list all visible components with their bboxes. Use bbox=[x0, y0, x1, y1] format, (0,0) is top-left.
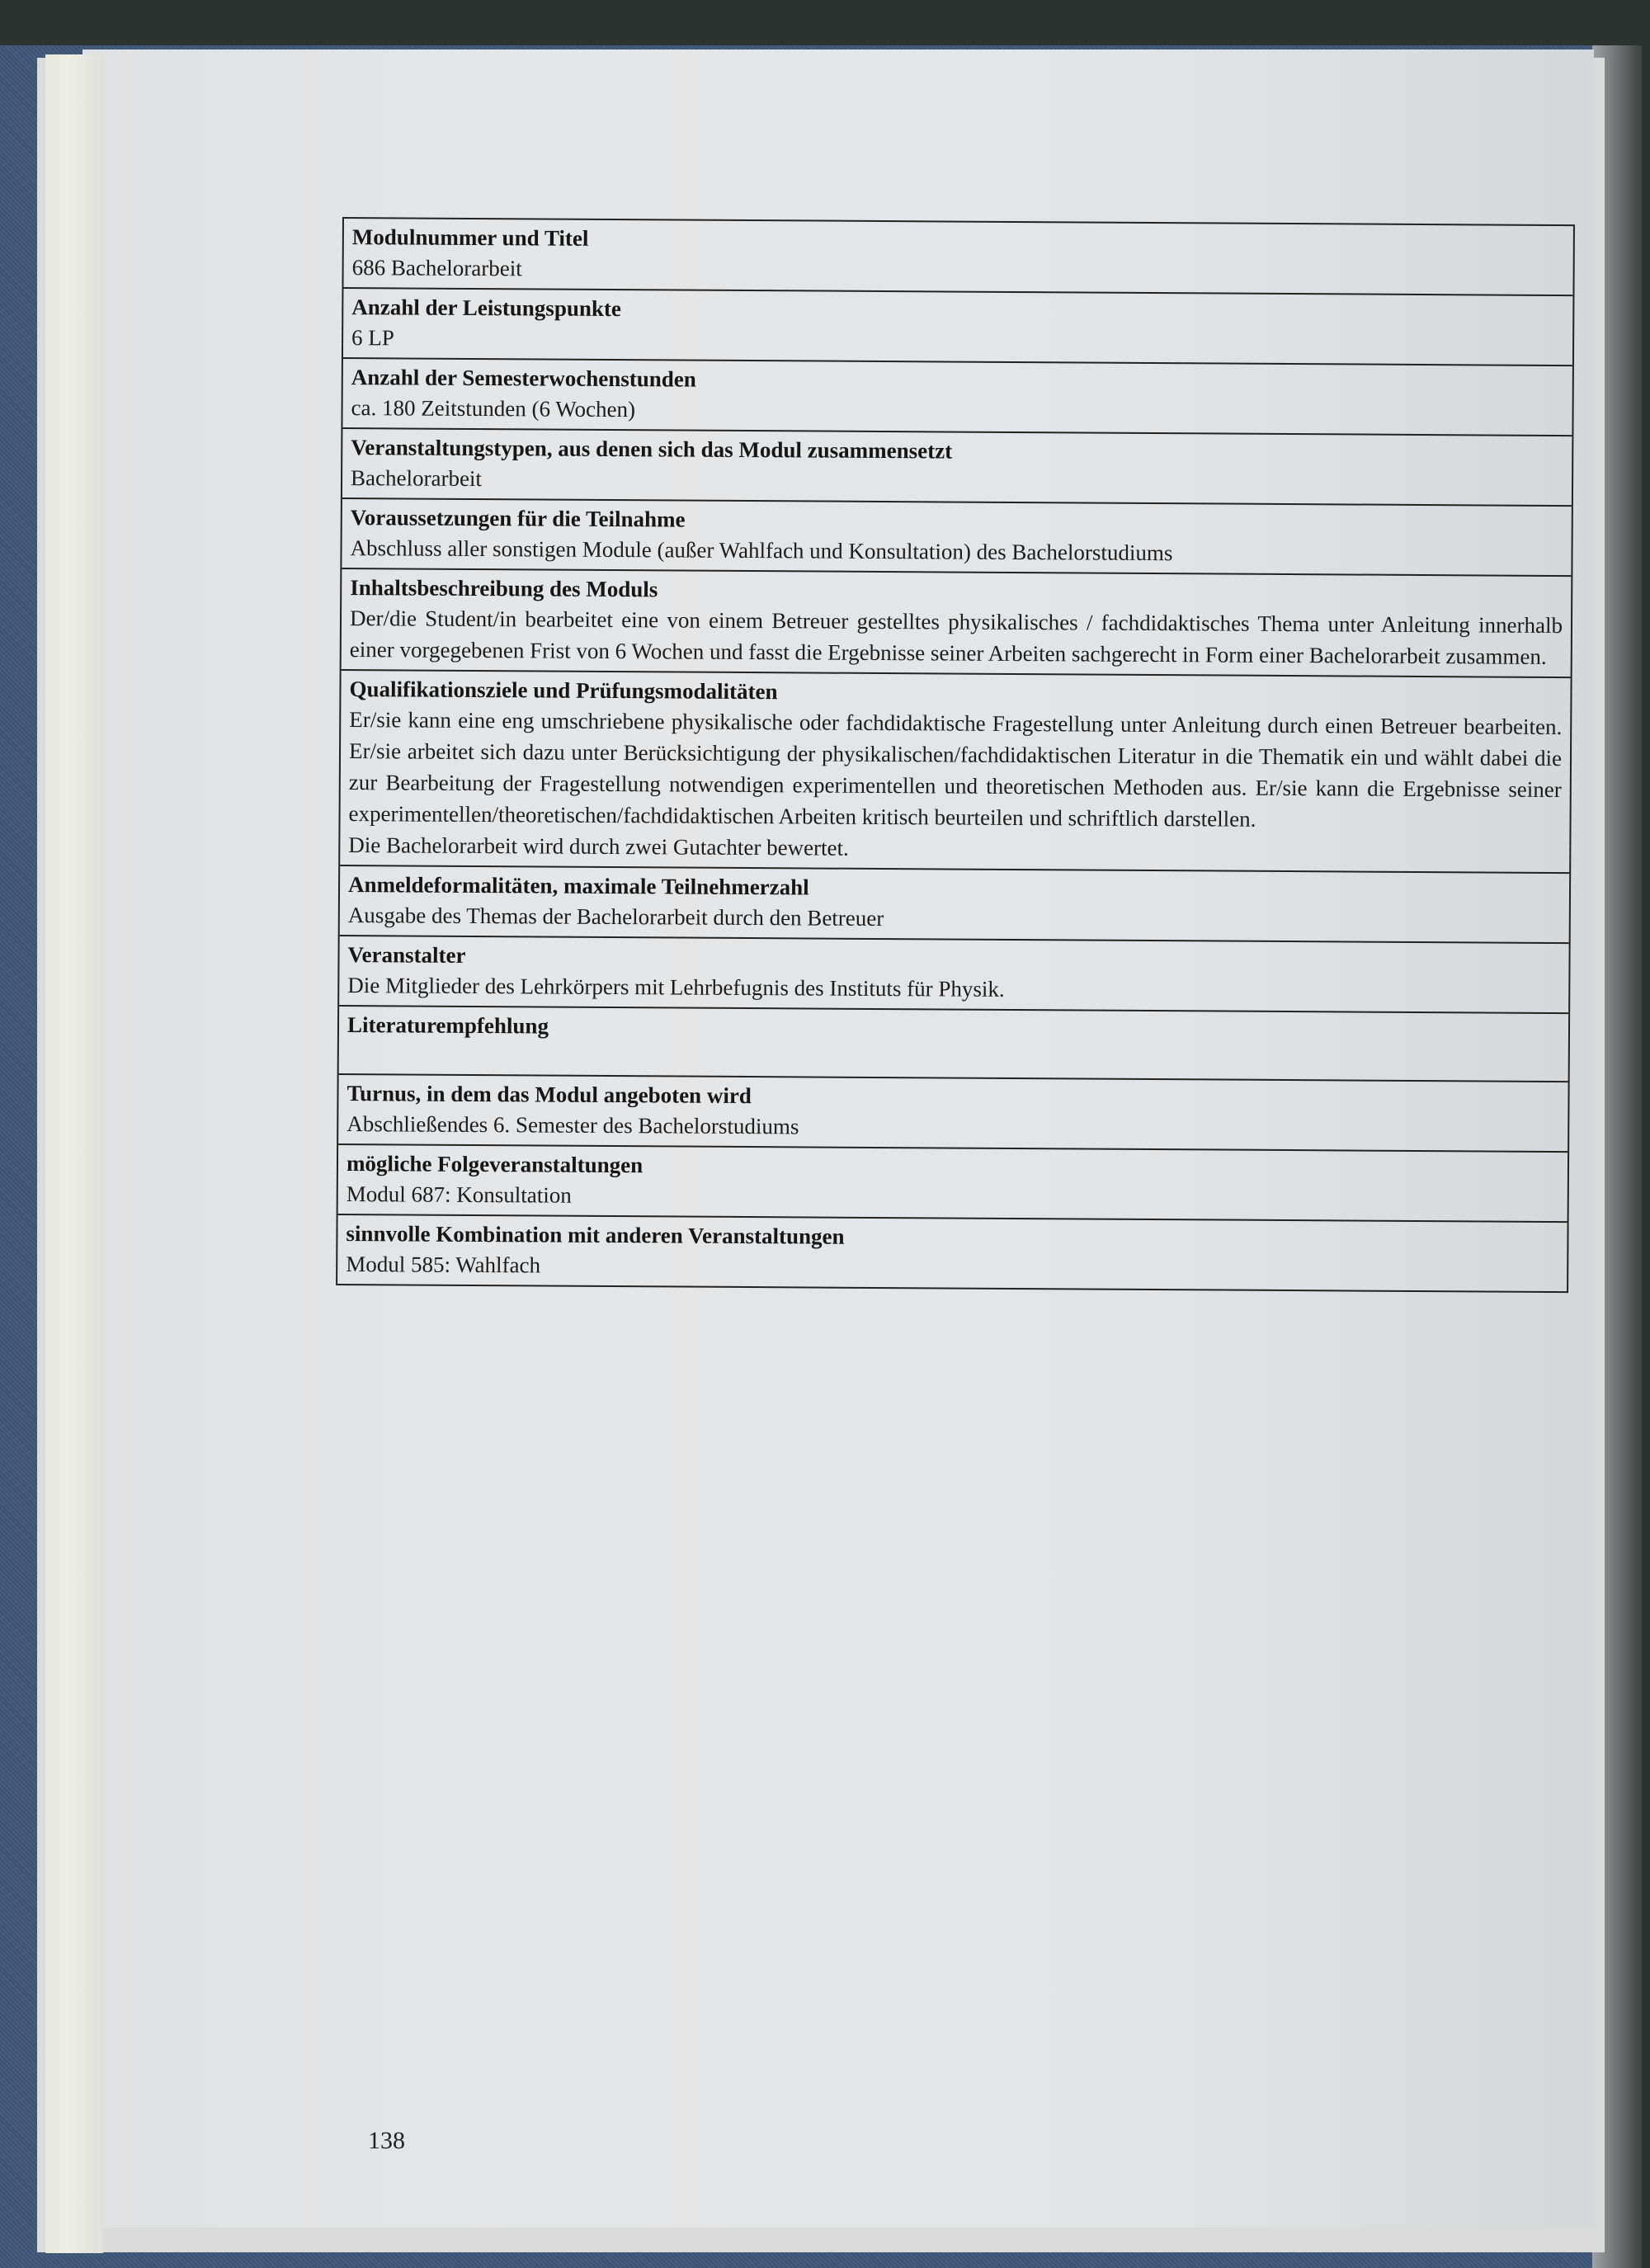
row-heading: Inhaltsbeschreibung des Moduls bbox=[350, 575, 658, 602]
row-content bbox=[342, 569, 1572, 678]
row-heading: Anzahl der Semesterwochenstunden bbox=[351, 365, 696, 392]
row-heading: Voraussetzungen für die Teilnahme bbox=[350, 505, 686, 532]
row-literature bbox=[339, 1007, 1568, 1082]
row-value: Abschließendes 6. Semester des Bachelorstudiums bbox=[346, 1111, 799, 1139]
row-goals bbox=[340, 671, 1570, 874]
row-heading: sinnvolle Kombination mit anderen Veranstaltungen bbox=[346, 1221, 845, 1249]
row-heading: Literaturempfehlung bbox=[346, 1012, 549, 1039]
row-heading: Veranstalter bbox=[347, 942, 466, 968]
row-hours bbox=[342, 359, 1572, 436]
module-description-table bbox=[336, 217, 1575, 1293]
row-value: Ausgabe des Themas der Bachelorarbeit durch den Betreuer bbox=[347, 903, 884, 931]
row-value: Bachelorarbeit bbox=[350, 465, 483, 492]
goals-paragraph: Er/sie kann eine eng umschriebene physikalische oder fachdidaktische Fragestellung unter Anleitung durch einen Betreuer bearbeiten. Er/sie arbeitet sich dazu unter Berücksichtigung der physikalischen/fachdidaktischen Literatur in die Thematik ein und wählt dabei die zur Bearbeitung der Fragestellung notwendigen experimentellen und theoretischen Methoden aus. Er/sie kann die Ergebnisse seiner experimentellen/theoretischen/fachdidaktischen Arbeiten kritisch beurteilen und schriftlich darstellen. bbox=[348, 707, 1563, 832]
page-edge bbox=[45, 54, 103, 2253]
row-value: Modul 687: Konsultation bbox=[346, 1181, 572, 1208]
row-value: Modul 585: Wahlfach bbox=[346, 1252, 541, 1278]
assessment-paragraph: Die Bachelorarbeit wird durch zwei Gutachter bewertet. bbox=[348, 832, 849, 861]
row-registration bbox=[340, 866, 1569, 944]
row-number-title bbox=[343, 219, 1572, 296]
row-value: ca. 180 Zeitstunden (6 Wochen) bbox=[351, 395, 636, 422]
row-heading: Qualifikationsziele und Prüfungsmodalitäten bbox=[349, 677, 778, 705]
row-heading: Veranstaltungstypen, aus denen sich das Modul zusammensetzt bbox=[351, 435, 953, 464]
row-heading: Anzahl der Leistungspunkte bbox=[351, 295, 622, 322]
row-heading: Modulnummer und Titel bbox=[351, 224, 589, 251]
row-followups bbox=[338, 1145, 1568, 1223]
row-value bbox=[348, 704, 1562, 868]
row-credits bbox=[343, 289, 1572, 366]
row-organizer bbox=[339, 936, 1568, 1014]
row-heading: Turnus, in dem das Modul angeboten wird bbox=[346, 1081, 752, 1109]
row-types bbox=[342, 429, 1572, 507]
row-value: Die Mitglieder des Lehrkörpers mit Lehrbefugnis des Instituts für Physik. bbox=[347, 973, 1005, 1002]
row-value: Abschluss aller sonstigen Module (außer Wahlfach und Konsultation) des Bachelorstudiums bbox=[350, 535, 1173, 566]
row-heading: Anmeldeformalitäten, maximale Teilnehmerzahl bbox=[347, 872, 809, 900]
row-empty-value bbox=[347, 1040, 1560, 1077]
row-combination bbox=[337, 1215, 1567, 1291]
row-heading: mögliche Folgeveranstaltungen bbox=[346, 1151, 644, 1178]
row-value: 6 LP bbox=[351, 325, 394, 351]
page-number: 138 bbox=[368, 2127, 405, 2154]
row-prerequisites bbox=[342, 499, 1571, 577]
row-value: Der/die Student/in bearbeitet eine von einem Betreuer gestelltes physikalisches / fachdidaktisches Thema unter Anleitung innerhalb einer vorgegebenen Frist von 6 Wochen und fasst die Ergebnisse seiner Arbeiten sachgerecht in Form einer Bachelorarbeit zusammen. bbox=[349, 606, 1563, 669]
row-rotation bbox=[338, 1075, 1568, 1153]
row-value: 686 Bachelorarbeit bbox=[351, 255, 522, 281]
